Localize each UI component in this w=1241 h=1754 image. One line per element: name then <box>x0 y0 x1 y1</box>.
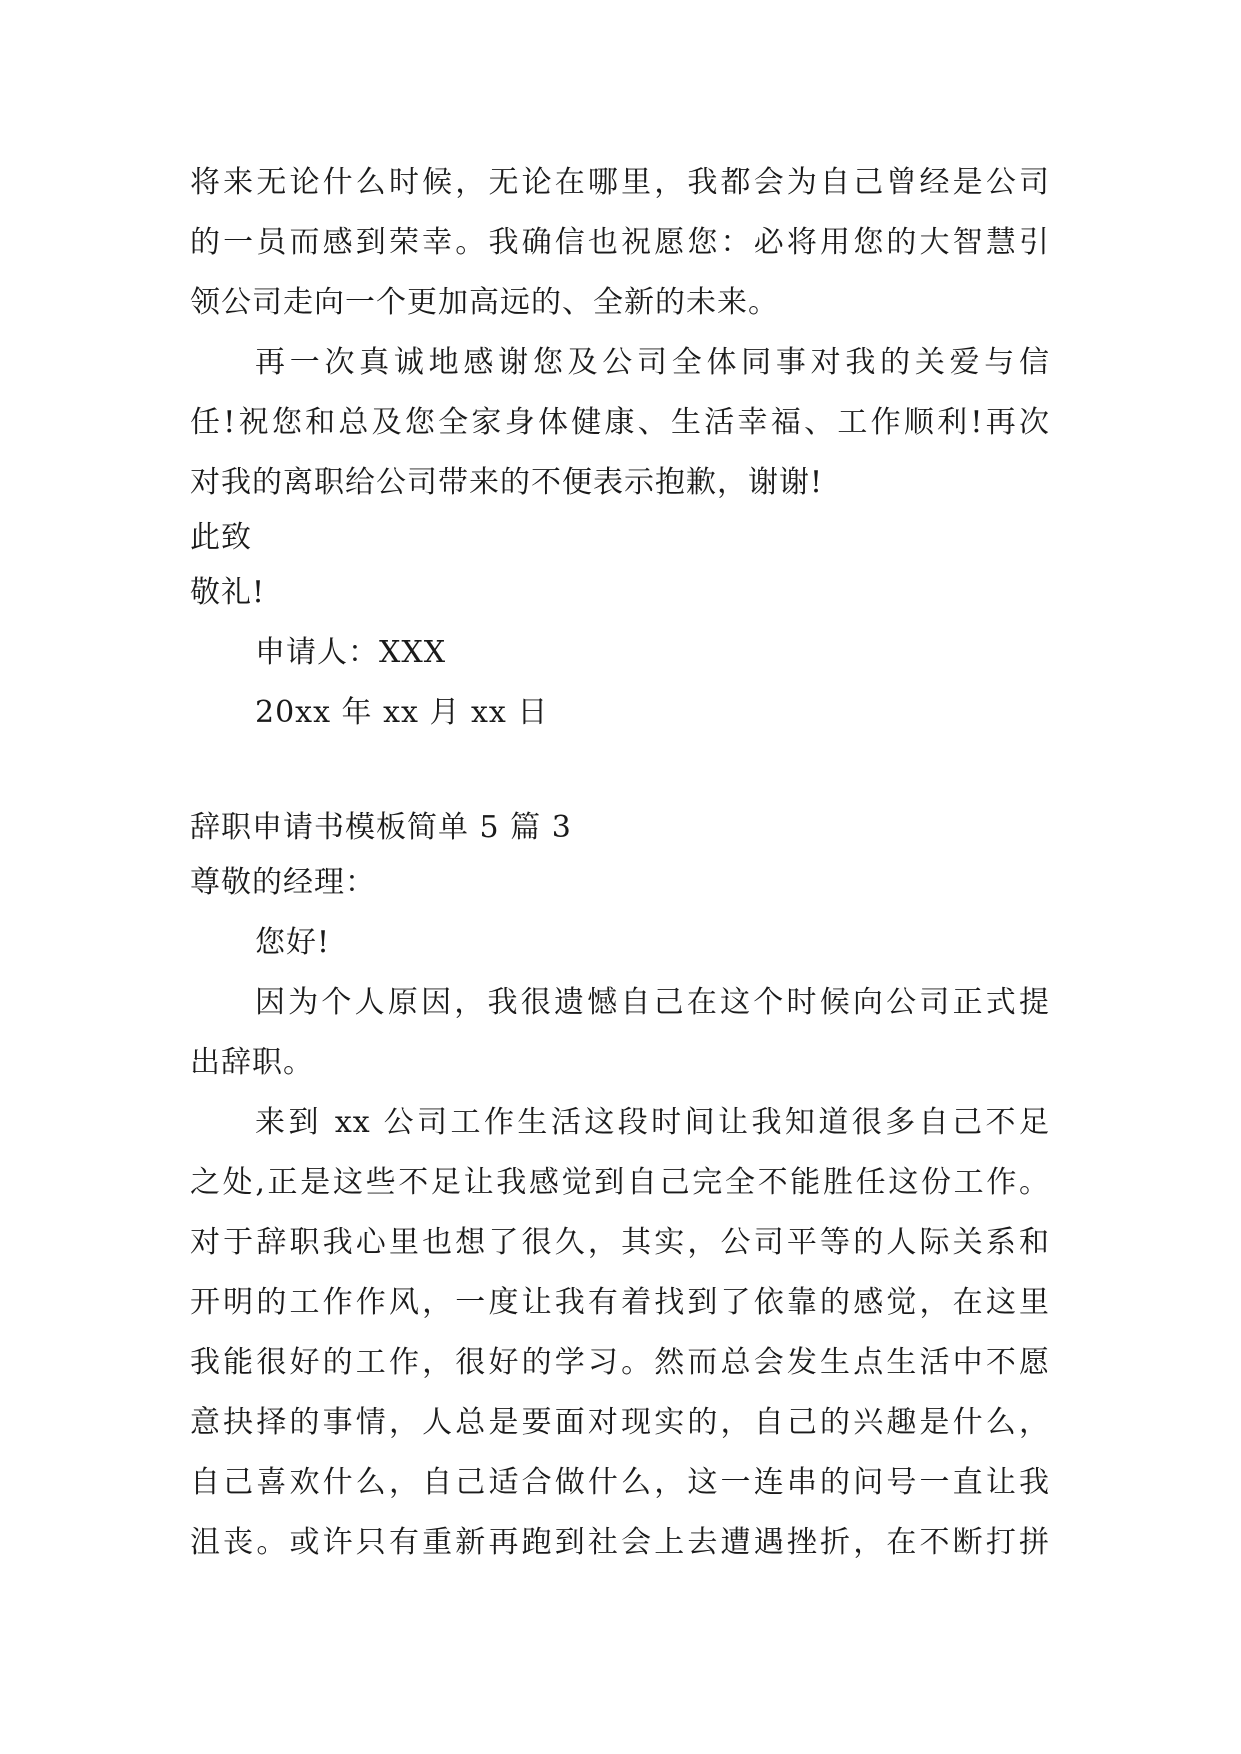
paragraph-line: 对于辞职我心里也想了很久，其实，公司平等的人际关系和 <box>190 1225 1050 1260</box>
paragraph-line: 出辞职。 <box>190 1045 314 1080</box>
paragraph-line: 意抉择的事情，人总是要面对现实的，自己的兴趣是什么， <box>190 1405 1050 1440</box>
paragraph-line: 的一员而感到荣幸。我确信也祝愿您：必将用您的大智慧引 <box>190 225 1050 260</box>
paragraph-line: 任!祝您和总及您全家身体健康、生活幸福、工作顺利!再次 <box>190 405 1050 440</box>
letter-date: 20xx 年 xx 月 xx 日 <box>255 695 549 730</box>
section-title: 辞职申请书模板简单 5 篇 3 <box>190 810 572 845</box>
paragraph-line: 再一次真诚地感谢您及公司全体同事对我的关爱与信 <box>255 345 1050 380</box>
letter-greeting: 尊敬的经理： <box>190 865 376 900</box>
paragraph-line: 因为个人原因，我很遗憾自己在这个时候向公司正式提 <box>255 985 1050 1020</box>
paragraph-line: 之处,正是这些不足让我感觉到自己完全不能胜任这份工作。 <box>190 1165 1050 1200</box>
letter-hello: 您好! <box>255 925 331 960</box>
paragraph-line: 开明的工作作风，一度让我有着找到了依靠的感觉，在这里 <box>190 1285 1050 1320</box>
paragraph-line: 对我的离职给公司带来的不便表示抱歉，谢谢! <box>190 465 824 500</box>
paragraph-line: 自己喜欢什么，自己适合做什么，这一连串的问号一直让我 <box>190 1465 1050 1500</box>
closing-regards: 敬礼! <box>190 575 266 610</box>
paragraph-line: 沮丧。或许只有重新再跑到社会上去遭遇挫折，在不断打拼 <box>190 1525 1050 1560</box>
paragraph-line: 领公司走向一个更加高远的、全新的未来。 <box>190 285 779 320</box>
applicant-signature: 申请人：XXX <box>255 635 447 670</box>
paragraph-line: 将来无论什么时候，无论在哪里，我都会为自己曾经是公司 <box>190 165 1050 200</box>
paragraph-line: 我能很好的工作，很好的学习。然而总会发生点生活中不愿 <box>190 1345 1050 1380</box>
paragraph-line: 来到 xx 公司工作生活这段时间让我知道很多自己不足 <box>255 1105 1050 1140</box>
closing-salutation: 此致 <box>190 520 252 555</box>
